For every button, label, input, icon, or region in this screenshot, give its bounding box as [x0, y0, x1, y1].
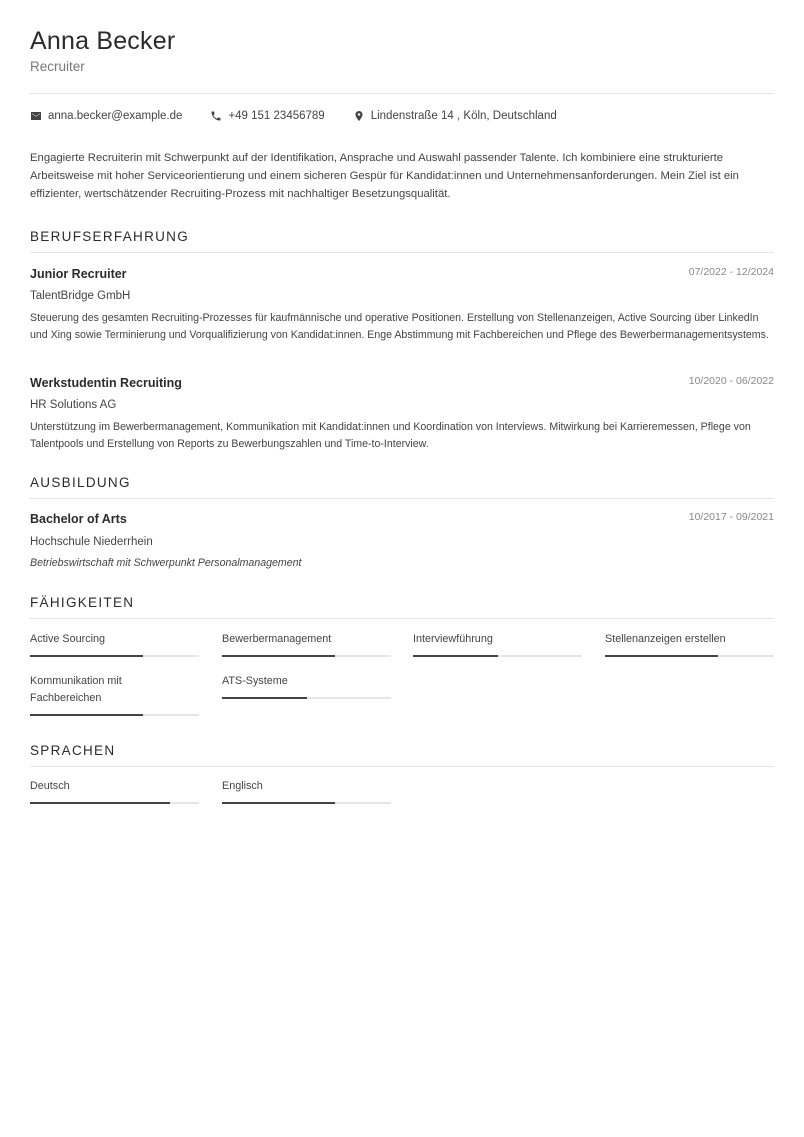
- skill-label: Active Sourcing: [30, 633, 106, 645]
- candidate-name: Anna Becker: [30, 27, 176, 55]
- skill-level-bar: [413, 655, 582, 657]
- job-description: Unterstützung im Bewerbermanagement, Kommunikation mit Kandidat:innen und Koordination von Interviews. Mitwirkung bei Karrieremessen, Pflege von Talentpools und Erstellung von Reports zu Bewerbungszahlen und Time-to-Interview.: [30, 421, 751, 450]
- language-level-bar: [222, 802, 391, 804]
- skill-level-fill: [222, 655, 335, 657]
- job-date: 10/2020 - 06/2022: [688, 375, 774, 387]
- profile-summary: Engagierte Recruiterin mit Schwerpunkt auf der Identifikation, Ansprache und Auswahl passender Talente. Ich kombiniere eine strukturierte Arbeitsweise mit hoher Serviceorientierung und einem sicheren Gespür für Kandidat:innen und Unternehmensanforderungen. Mein Ziel ist ein effizienter, wertschätzender Recruiting-Prozess mit nachhaltiger Besetzungsqualität.: [30, 152, 739, 200]
- section-divider: [30, 498, 774, 499]
- skill-level-bar: [30, 655, 199, 657]
- job-company: TalentBridge GmbH: [30, 290, 131, 302]
- contact-email[interactable]: [30, 110, 182, 122]
- skill-level-fill: [222, 697, 307, 699]
- skill-item: [413, 631, 582, 657]
- job-title: Junior Recruiter: [30, 267, 127, 281]
- language-label: Englisch: [222, 780, 263, 792]
- language-level-fill: [222, 802, 335, 804]
- education-date: 10/2017 - 09/2021: [688, 511, 774, 523]
- skill-label: Bewerbermanagement: [222, 633, 332, 645]
- section-title-experience: BERUFSERFAHRUNG: [30, 229, 190, 244]
- skill-level-bar: [222, 697, 391, 699]
- skill-level-fill: [30, 714, 143, 716]
- skill-item: [30, 631, 199, 657]
- section-title-education: AUSBILDUNG: [30, 475, 131, 490]
- skill-label: Stellenanzeigen erstellen: [605, 633, 726, 645]
- job-company: HR Solutions AG: [30, 399, 117, 411]
- education-focus: Betriebswirtschaft mit Schwerpunkt Personalmanagement: [30, 557, 302, 569]
- language-item: [30, 778, 199, 804]
- skill-level-fill: [30, 655, 143, 657]
- degree-title: Bachelor of Arts: [30, 512, 127, 526]
- skill-item: [605, 631, 774, 657]
- section-title-skills: FÄHIGKEITEN: [30, 595, 135, 610]
- section-divider: [30, 618, 774, 619]
- skill-label: Interviewführung: [413, 633, 493, 645]
- skill-label: Kommunikation mit Fachbereichen: [30, 675, 122, 704]
- phone-icon: [210, 110, 222, 122]
- skill-item: [222, 673, 391, 699]
- job-date: 07/2022 - 12/2024: [688, 266, 774, 278]
- header-divider: [30, 93, 774, 94]
- language-level-bar: [30, 802, 199, 804]
- section-title-languages: SPRACHEN: [30, 743, 116, 758]
- section-divider: [30, 766, 774, 767]
- skill-item: [30, 673, 150, 716]
- skill-level-bar: [222, 655, 391, 657]
- skill-level-bar: [30, 714, 199, 716]
- skill-label: ATS-Systeme: [222, 675, 288, 687]
- skill-level-bar: [605, 655, 774, 657]
- job-description: Steuerung des gesamten Recruiting-Prozesses für kaufmännische und operative Positionen. Erstellung von Stellenanzeigen, Active Sourcing über LinkedIn und Xing sowie Terminierung und Vorqualifizierung von Kandidat:innen. Enge Abstimmung mit Fachbereichen und Pflege des Bewerbermanagementsystems.: [30, 312, 769, 341]
- skill-item: [222, 631, 391, 657]
- contact-phone[interactable]: [210, 110, 324, 122]
- mail-icon: [30, 110, 42, 122]
- school-name: Hochschule Niederrhein: [30, 536, 153, 548]
- contact-address-text: Lindenstraße 14 , Köln, Deutschland: [370, 110, 557, 122]
- contact-email-text: anna.becker@example.de: [48, 110, 183, 122]
- job-title: Werkstudentin Recruiting: [30, 376, 182, 390]
- contact-address: [353, 110, 557, 122]
- skill-level-fill: [413, 655, 498, 657]
- contact-phone-text: +49 151 23456789: [228, 110, 325, 122]
- language-item: [222, 778, 391, 804]
- skill-level-fill: [605, 655, 718, 657]
- contact-bar: [30, 110, 585, 122]
- language-level-fill: [30, 802, 170, 804]
- language-label: Deutsch: [30, 780, 70, 792]
- section-divider: [30, 252, 774, 253]
- location-pin-icon: [353, 110, 365, 122]
- candidate-role: Recruiter: [30, 59, 85, 74]
